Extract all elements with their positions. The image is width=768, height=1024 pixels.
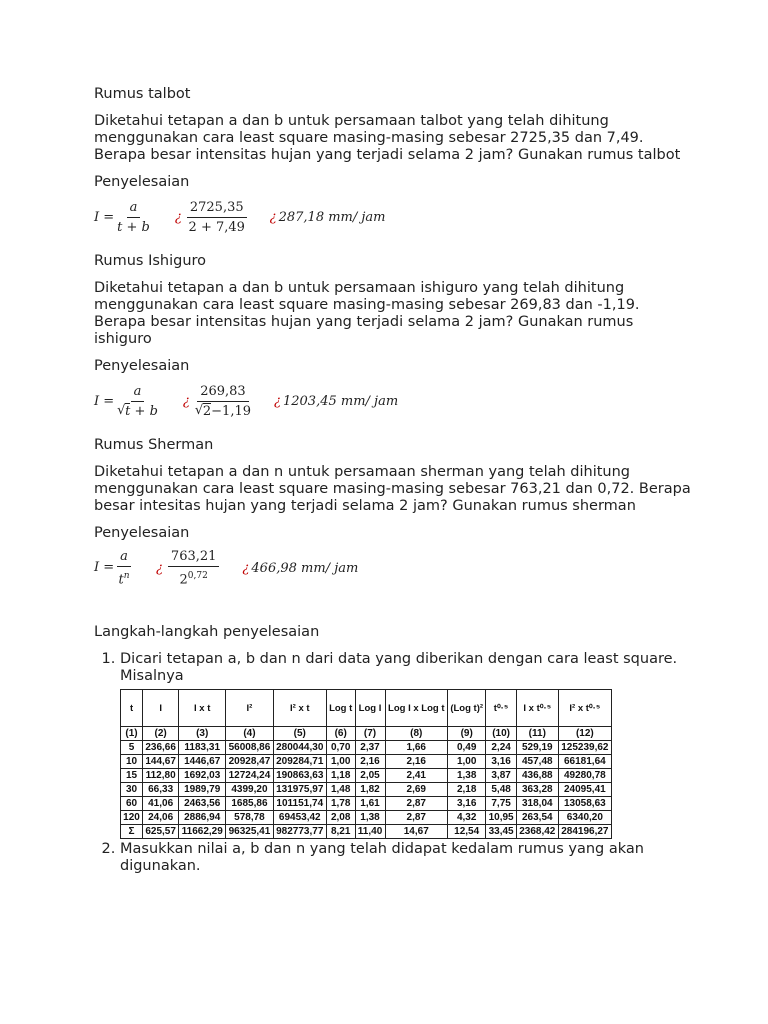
table-cell: 11662,29 [179, 825, 226, 839]
sherman-substitution: $\frac{763,21}{2^{0,72}}$ [168, 548, 220, 588]
table-header-cell: I² [226, 690, 274, 727]
table-cell: 6340,20 [558, 811, 611, 825]
document-page [94, 86, 694, 875]
table-header-cell: I x t⁰·⁵ [516, 690, 558, 727]
table-cell: 2,16 [355, 755, 385, 769]
table-header-cell: Log t [326, 690, 355, 727]
sherman-heading: Rumus Sherman [94, 437, 214, 453]
table-cell: 1,38 [355, 811, 385, 825]
steps-list [94, 651, 694, 875]
step-2-text: Masukkan nilai a, b dan n yang telah didapat kedalam rumus yang akan digunakan. [120, 841, 644, 874]
table-cell: 0,49 [448, 741, 486, 755]
table-cell: 5,48 [486, 783, 517, 797]
table-cell: 131975,97 [273, 783, 326, 797]
table-cell: 2,18 [448, 783, 486, 797]
table-header-cell: t [121, 690, 143, 727]
table-cell: 1989,79 [179, 783, 226, 797]
table-cell: 0,70 [326, 741, 355, 755]
table-cell: 10,95 [486, 811, 517, 825]
table-cell: 12,54 [448, 825, 486, 839]
table-cell: 2368,42 [516, 825, 558, 839]
table-cell: 33,45 [486, 825, 517, 839]
table-cell: 2,16 [385, 755, 448, 769]
step-1-text: Dicari tetapan a, b dan n dari data yang diberikan dengan cara least square. Misalnya [120, 651, 678, 684]
ishiguro-solution-label: Penyelesaian [94, 358, 190, 374]
table-cell: 2463,56 [179, 797, 226, 811]
ishiguro-substitution: 269,83 √ 2−1,19 [194, 383, 251, 419]
table-cell: 3,16 [486, 755, 517, 769]
steps-heading: Langkah-langkah penyelesaian [94, 624, 320, 640]
table-cell: 101151,74 [273, 797, 326, 811]
table-cell: 2,41 [385, 769, 448, 783]
table-cell: 13058,63 [558, 797, 611, 811]
ishiguro-formula [94, 379, 694, 423]
table-column-number: (9) [448, 727, 486, 741]
table-cell: 8,21 [326, 825, 355, 839]
table-column-number: (6) [326, 727, 355, 741]
table-cell: 1685,86 [226, 797, 274, 811]
table-cell: 1,61 [355, 797, 385, 811]
table-header-cell: I x t [179, 690, 226, 727]
table-cell: 284196,27 [558, 825, 611, 839]
table-header-cell: I² x t⁰·⁵ [558, 690, 611, 727]
table-cell: 363,28 [516, 783, 558, 797]
table-header-cell: t⁰·⁵ [486, 690, 517, 727]
talbot-substitution: $\frac{2725,35}{2 + 7,49}$ [188, 199, 245, 235]
table-cell: 7,75 [486, 797, 517, 811]
talbot-solution-label: Penyelesaian [94, 174, 190, 190]
sherman-sub-marker: ¿ [155, 560, 163, 576]
table-header-cell: Log I x Log t [385, 690, 448, 727]
table-row [121, 755, 612, 769]
talbot-sub-marker: ¿ [174, 209, 182, 225]
table-cell: 5 [121, 741, 143, 755]
table-cell: 1,48 [326, 783, 355, 797]
table-cell: 56008,86 [226, 741, 274, 755]
table-cell: 2886,94 [179, 811, 226, 825]
talbot-question: Diketahui tetapan a dan b untuk persamaan talbot yang telah dihitung menggunakan cara least square masing-masing sebesar 2725,35 dan 7,49. Berapa besar intensitas hujan yang terjadi selama 2 jam? Gunakan rumus talbot [94, 113, 681, 163]
table-header-row [121, 690, 612, 727]
table-cell: 49280,78 [558, 769, 611, 783]
table-cell: 1692,03 [179, 769, 226, 783]
table-cell: 1,38 [448, 769, 486, 783]
table-column-number: (11) [516, 727, 558, 741]
table-header-cell: I² x t [273, 690, 326, 727]
table-cell: 66,33 [143, 783, 179, 797]
table-cell: 112,80 [143, 769, 179, 783]
table-cell: 96325,41 [226, 825, 274, 839]
table-cell: 209284,71 [273, 755, 326, 769]
least-square-table-wrap [120, 689, 694, 839]
table-cell: 12724,24 [226, 769, 274, 783]
table-column-number: (8) [385, 727, 448, 741]
table-cell: 120 [121, 811, 143, 825]
table-row [121, 783, 612, 797]
sherman-solution-label: Penyelesaian [94, 525, 190, 541]
table-cell: 2,69 [385, 783, 448, 797]
table-cell: 10 [121, 755, 143, 769]
table-cell: 1,66 [385, 741, 448, 755]
table-cell: 144,67 [143, 755, 179, 769]
table-column-number: (4) [226, 727, 274, 741]
ishiguro-sub-marker: ¿ [182, 393, 190, 409]
table-column-number: (2) [143, 727, 179, 741]
table-cell: 236,66 [143, 741, 179, 755]
table-cell: 60 [121, 797, 143, 811]
table-cell: 4399,20 [226, 783, 274, 797]
table-cell: 4,32 [448, 811, 486, 825]
table-cell: 24095,41 [558, 783, 611, 797]
sherman-result-marker: ¿ [242, 560, 250, 576]
sherman-result: 466,98 mm/ jam [251, 560, 359, 576]
ishiguro-heading: Rumus Ishiguro [94, 253, 207, 269]
ishiguro-result: 1203,45 mm/ jam [282, 393, 399, 409]
table-column-number: (10) [486, 727, 517, 741]
table-cell: 14,67 [385, 825, 448, 839]
table-cell: 66181,64 [558, 755, 611, 769]
table-column-number: (3) [179, 727, 226, 741]
table-cell: 625,57 [143, 825, 179, 839]
table-row [121, 825, 612, 839]
table-row [121, 741, 612, 755]
table-cell: 2,24 [486, 741, 517, 755]
talbot-formula-lhs: I = $\frac{a}{t + b}$ [94, 199, 150, 235]
table-cell: 982773,77 [273, 825, 326, 839]
table-cell: 457,48 [516, 755, 558, 769]
table-header-cell: Log I [355, 690, 385, 727]
table-cell: 3,87 [486, 769, 517, 783]
table-cell: 578,78 [226, 811, 274, 825]
ishiguro-question: Diketahui tetapan a dan b untuk persamaan ishiguro yang telah dihitung menggunakan cara least square masing-masing sebesar 269,83 dan -1,19. Berapa besar intensitas hujan yang terjadi selama 2 jam? Gunakan rumus ishiguro [94, 280, 640, 347]
table-column-number: (7) [355, 727, 385, 741]
table-cell: 1446,67 [179, 755, 226, 769]
table-cell: Σ [121, 825, 143, 839]
table-cell: 2,87 [385, 797, 448, 811]
table-cell: 20928,47 [226, 755, 274, 769]
table-column-number-row [121, 727, 612, 741]
table-cell: 15 [121, 769, 143, 783]
table-cell: 280044,30 [273, 741, 326, 755]
table-cell: 125239,62 [558, 741, 611, 755]
table-column-number: (5) [273, 727, 326, 741]
table-cell: 30 [121, 783, 143, 797]
table-cell: 318,04 [516, 797, 558, 811]
table-cell: 24,06 [143, 811, 179, 825]
table-cell: 263,54 [516, 811, 558, 825]
table-cell: 11,40 [355, 825, 385, 839]
talbot-formula [94, 195, 694, 239]
ishiguro-formula-lhs: I = a √ t + b [94, 383, 158, 419]
table-cell: 3,16 [448, 797, 486, 811]
ishiguro-result-marker: ¿ [274, 393, 281, 409]
sherman-formula [94, 546, 694, 590]
least-square-table [120, 689, 612, 839]
talbot-heading: Rumus talbot [94, 86, 191, 102]
table-cell: 1,78 [326, 797, 355, 811]
table-cell: 69453,42 [273, 811, 326, 825]
table-header-cell: I [143, 690, 179, 727]
table-cell: 2,08 [326, 811, 355, 825]
table-column-number: (1) [121, 727, 143, 741]
sherman-formula-lhs: I = $\frac{a}{t^n}$ [94, 548, 130, 588]
table-cell: 2,05 [355, 769, 385, 783]
table-cell: 1,00 [326, 755, 355, 769]
table-cell: 1183,31 [179, 741, 226, 755]
table-cell: 1,00 [448, 755, 486, 769]
table-row [121, 811, 612, 825]
table-column-number: (12) [558, 727, 611, 741]
table-cell: 1,82 [355, 783, 385, 797]
table-cell: 2,37 [355, 741, 385, 755]
table-row [121, 797, 612, 811]
table-cell: 41,06 [143, 797, 179, 811]
table-row [121, 769, 612, 783]
table-cell: 436,88 [516, 769, 558, 783]
table-cell: 1,18 [326, 769, 355, 783]
talbot-result: 287,18 mm/ jam [278, 209, 386, 225]
sherman-question: Diketahui tetapan a dan n untuk persamaan sherman yang telah dihitung menggunakan cara least square masing-masing sebesar 763,21 dan 0,72. Berapa besar intesitas hujan yang terjadi selama 2 jam? Gunakan rumus sherman [94, 464, 691, 514]
table-cell: 529,19 [516, 741, 558, 755]
table-header-cell: (Log t)² [448, 690, 486, 727]
table-cell: 190863,63 [273, 769, 326, 783]
talbot-result-marker: ¿ [269, 209, 277, 225]
step-2 [120, 841, 694, 875]
step-1 [120, 651, 694, 839]
table-cell: 2,87 [385, 811, 448, 825]
